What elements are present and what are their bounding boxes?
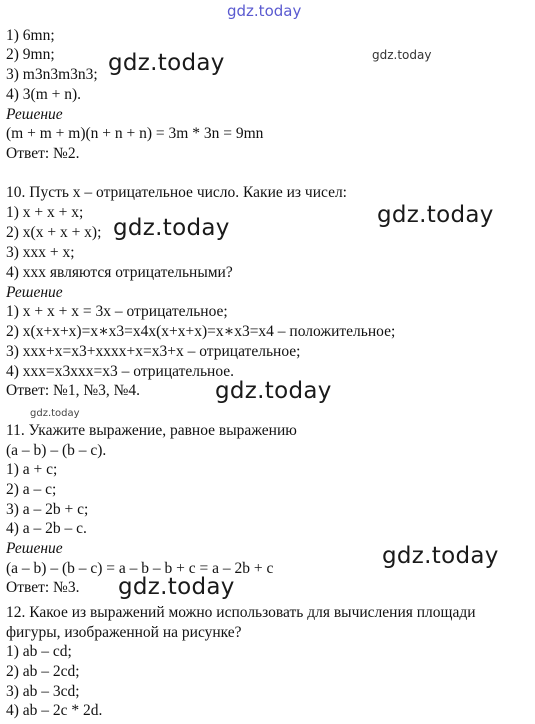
watermark: gdz.today	[118, 574, 235, 600]
option-line: 3) xxx + x;	[6, 244, 75, 261]
option-line: 2) x(x + x + x);	[6, 224, 102, 241]
option-line: 1) ab – cd;	[6, 643, 72, 660]
option-line: 4) xxx являются отрицательными?	[6, 264, 233, 281]
answer-line: Ответ: №3.	[6, 579, 80, 596]
option-line: 1) x + x + x;	[6, 204, 84, 221]
watermark-small: gdz.today	[372, 48, 432, 62]
problem-title: 11. Укажите выражение, равное выражению	[6, 422, 297, 439]
option-line: 2) ab – 2cd;	[6, 663, 80, 680]
option-line: 4) a – 2b – c.	[6, 520, 87, 537]
watermark-top: gdz.today	[227, 2, 302, 20]
watermark-small: gdz.today	[30, 408, 80, 419]
problem-title: 12. Какое из выражений можно использовать для вычисления площади	[6, 604, 476, 621]
option-line: 3) a – 2b + c;	[6, 501, 89, 518]
solution-line: (a – b) – (b – c) = a – b – b + c = a – 2b + c	[6, 560, 274, 577]
option-line: 1) a + c;	[6, 461, 58, 478]
solution-heading: Решение	[6, 106, 63, 123]
solution-line: 3) xxx+x=x3+xxxx+x=x3+x – отрицательное;	[6, 343, 301, 360]
solution-line: 4) xxx=x3xxx=x3 – отрицательное.	[6, 363, 235, 380]
option-line: 1) 6mn;	[6, 27, 55, 44]
watermark: gdz.today	[382, 543, 499, 569]
watermark: gdz.today	[113, 215, 230, 241]
problem-title: 10. Пусть x – отрицательное число. Какие из чисел:	[6, 184, 347, 201]
solution-line: (m + m + m)(n + n + n) = 3m * 3n = 9mn	[6, 125, 264, 142]
option-line: 2) 9mn;	[6, 46, 55, 63]
solution-line: 1) x + x + x = 3x – отрицательное;	[6, 303, 228, 320]
option-line: 4) ab – 2c * 2d.	[6, 702, 103, 719]
watermark: gdz.today	[215, 378, 332, 404]
option-line: 3) m3n3m3n3;	[6, 66, 98, 83]
option-line: 2) a – c;	[6, 481, 57, 498]
solution-heading: Решение	[6, 540, 63, 557]
watermark: gdz.today	[108, 50, 225, 76]
solution-heading: Решение	[6, 284, 63, 301]
option-line: 3) ab – 3cd;	[6, 683, 80, 700]
answer-line: Ответ: №2.	[6, 145, 80, 162]
option-line: 4) 3(m + n).	[6, 86, 82, 103]
solution-line: 2) x(x+x+x)=x∗x3=x4x(x+x+x)=x∗x3=x4 – положительное;	[6, 323, 396, 340]
problem-expression: (a – b) – (b – c).	[6, 442, 107, 459]
watermark: gdz.today	[377, 202, 494, 228]
problem-title-continued: фигуры, изображенной на рисунке?	[6, 624, 242, 641]
answer-line: Ответ: №1, №3, №4.	[6, 382, 141, 399]
